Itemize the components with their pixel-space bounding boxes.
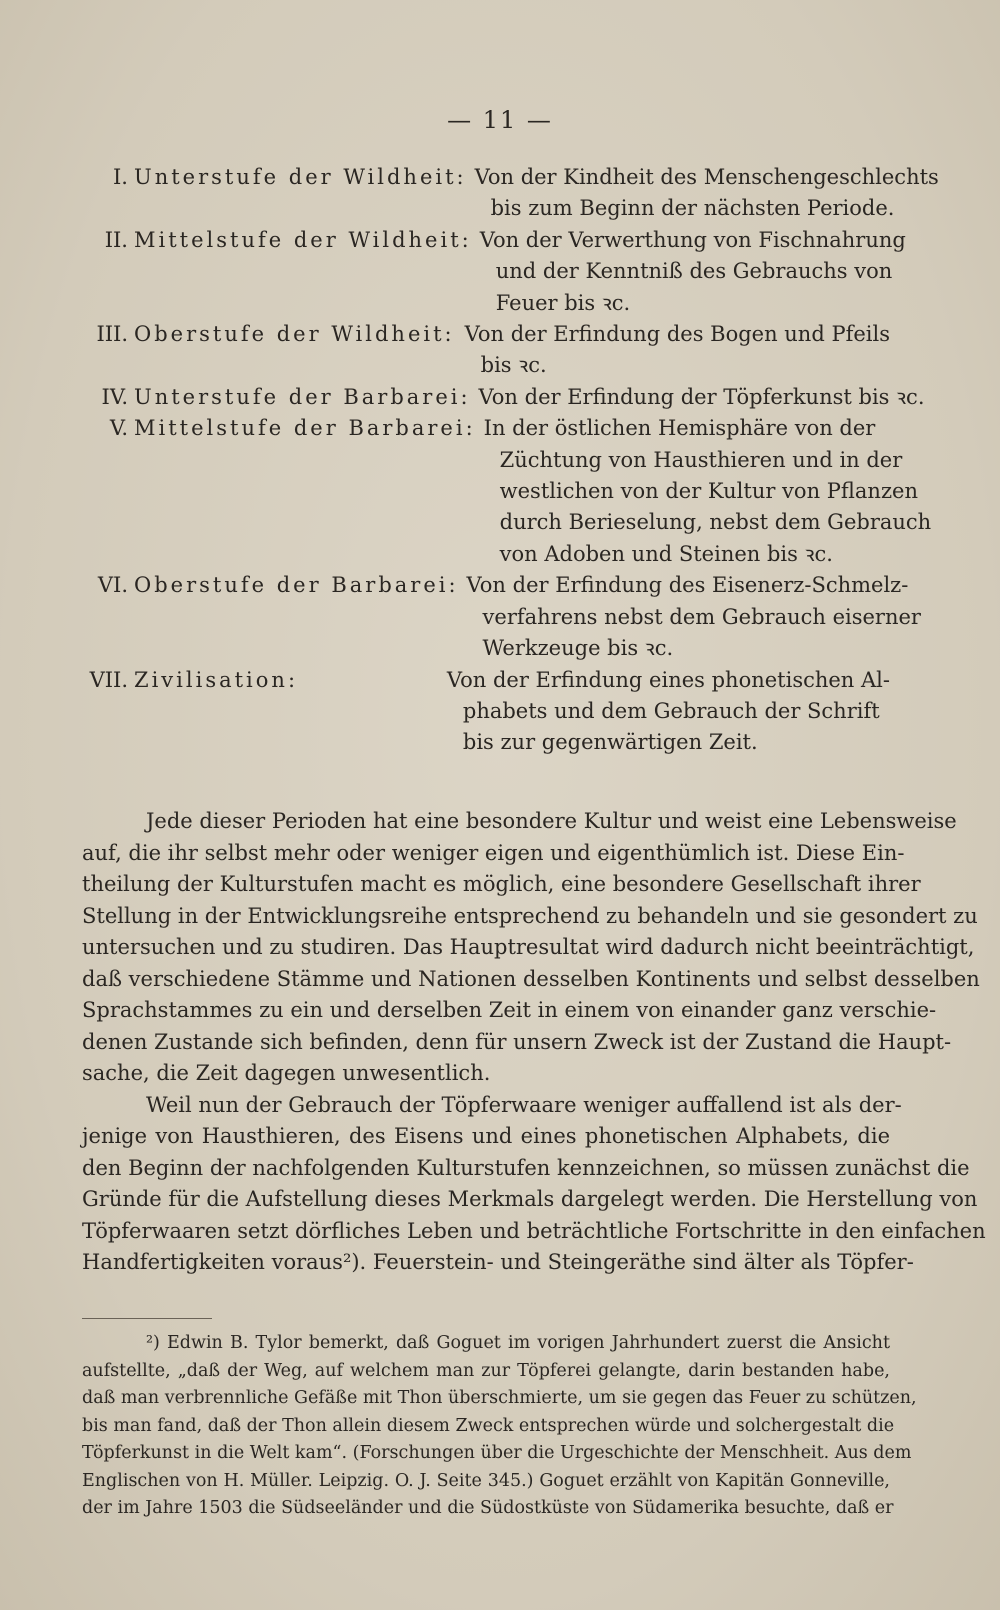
stage-row [78,162,939,225]
stage-description-line: Werkzeuge bis ꝛc. [482,636,674,661]
stage-numeral: III. [96,322,128,347]
stage-description-line: westlichen von der Kultur von Pflanzen [499,479,918,504]
stage-label [78,382,471,413]
stage-description-line: Von der Kindheit des Menschengeschlechts [474,165,939,189]
stage-description-line: Von der Erfindung eines phonetischen Al- [446,667,890,692]
body-line: untersuchen und zu studiren. Das Hauptresultat wird dadurch nicht beeinträchtigt, [82,935,975,959]
stage-description [457,319,890,382]
body-line: Gründe für die Aufstellung dieses Merkmals dargelegt werden. Die Herstellung von [82,1187,978,1211]
body-line: denen Zustande sich befinden, denn für unsern Zweck ist der Zustand die Haupt- [82,1029,952,1054]
stage-description-line: Feuer bis ꝛc. [495,290,631,315]
stage-row [78,665,890,759]
stage-description-line: Von der Verwerthung von Fischnahrung [479,227,906,252]
footnote-line: aufstellte, „daß der Weg, auf welchem man zur Töpferei gelangte, darin bestanden habe, [82,1360,890,1381]
stage-description-line: Von der Erfindung des Bogen und Pfeils [464,322,890,347]
body-line: sache, die Zeit dagegen unwesentlich. [82,1061,491,1085]
stage-name: Unterstufe der Wildheit: [134,165,467,189]
stage-description-line: und der Kenntniß des Gebrauchs von [495,259,893,284]
body-line: daß verschiedene Stämme und Nationen desselben Kontinents und selbst desselben [82,966,980,991]
stage-description-line: phabets und dem Gebrauch der Schrift [462,698,880,723]
body-line: Handfertigkeiten voraus²). Feuerstein- und Steingeräthe sind älter als Töpfer- [82,1250,914,1274]
stage-label [78,225,472,319]
body-line: Sprachstammes zu ein und derselben Zeit in einem von einander ganz verschie- [82,998,937,1022]
body-line: auf, die ihr selbst mehr oder weniger eigen und eigenthümlich ist. Diese Ein- [82,840,905,865]
stage-label [78,570,459,664]
footnote-line: ²) Edwin B. Tylor bemerkt, daß Goguet im vorigen Jahrhundert zuerst die Ansicht [146,1333,890,1353]
stage-name: Oberstufe der Wildheit: [134,322,455,347]
stage-description [467,162,939,225]
stage-name: Oberstufe der Barbarei: [134,573,459,598]
stage-name: Mittelstufe der Barbarei: [134,416,476,441]
stage-label [78,319,457,382]
stage-row [78,225,906,319]
stage-row [78,382,925,413]
footnote [82,1330,917,1523]
stage-description [439,665,890,759]
stage-name: Zivilisation: [134,667,299,692]
stage-name: Unterstufe der Barbarei: [134,384,471,409]
footnote-line: der im Jahre 1503 die Südseeländer und die Südostküste von Südamerika besuchte, daß er [82,1498,894,1518]
culture-stages-list [78,162,939,759]
stage-description-line: bis zum Beginn der nächsten Periode. [490,196,895,221]
body-line: Stellung in der Entwicklungsreihe entsprechend zu behandeln und sie gesondert zu [82,903,978,928]
footnote-line: Englischen von H. Müller. Leipzig. O. J. Seite 345.) Goguet erzählt von Kapitän Gonneville, [82,1470,890,1491]
stage-numeral: I. [113,165,128,189]
body-line: Töpferwaaren setzt dörfliches Leben und beträchtliche Fortschritte in den einfachen [82,1218,986,1243]
stage-name: Mittelstufe der Wildheit: [134,227,472,252]
stage-description [476,413,932,570]
footnote-line: daß man verbrennliche Gefäße mit Thon überschmierte, um sie gegen das Feuer zu schützen, [82,1388,917,1408]
stage-row [78,319,890,382]
stage-description-line: verfahrens nebst dem Gebrauch eiserner [482,604,921,629]
stage-numeral: V. [109,416,128,441]
stage-description-line: durch Berieselung, nebst dem Gebrauch [499,510,932,535]
stage-label [78,162,467,225]
stage-description-line: Von der Erfindung der Töpferkunst bis ꝛc. [478,384,925,409]
stage-row [78,413,932,570]
stage-description-line: In der östlichen Hemisphäre von der [483,416,876,441]
stage-row [78,570,921,664]
stage-label [78,413,476,570]
stage-numeral: VII. [89,667,128,692]
body-line: den Beginn der nachfolgenden Kulturstufen kennzeichnen, so müssen zunächst die [82,1155,970,1180]
stage-label [78,665,439,759]
stage-description [459,570,921,664]
stage-description [472,225,906,319]
footnote-line: bis man fand, daß der Thon allein diesem Zweck entsprechen würde und solchergestalt die [82,1415,895,1436]
stage-numeral: IV. [101,384,128,409]
body-paragraphs [82,806,986,1279]
page-number: — 11 — [447,106,553,134]
footnote-line: Töpferkunst in die Welt kam“. (Forschungen über die Urgeschichte der Menschheit. Aus dem [82,1443,912,1463]
body-line: Jede dieser Perioden hat eine besondere Kultur und weist eine Lebensweise [146,809,957,833]
body-line: jenige von Hausthieren, des Eisens und eines phonetischen Alphabets, die [82,1124,890,1148]
stage-numeral: II. [104,227,128,252]
body-line: Weil nun der Gebrauch der Töpferwaare weniger auffallend ist als der- [146,1092,902,1117]
stage-description-line: von Adoben und Steinen bis ꝛc. [499,541,833,566]
stage-description [471,382,925,413]
body-line: theilung der Kulturstufen macht es möglich, eine besondere Gesellschaft ihrer [82,872,921,896]
stage-description-line: bis ꝛc. [480,353,547,378]
footnote-divider [82,1318,212,1319]
stage-description-line: Züchtung von Hausthieren und in der [499,447,903,472]
stage-description-line: bis zur gegenwärtigen Zeit. [462,730,758,755]
stage-description-line: Von der Erfindung des Eisenerz-Schmelz- [466,573,909,598]
stage-numeral: VI. [97,573,128,598]
